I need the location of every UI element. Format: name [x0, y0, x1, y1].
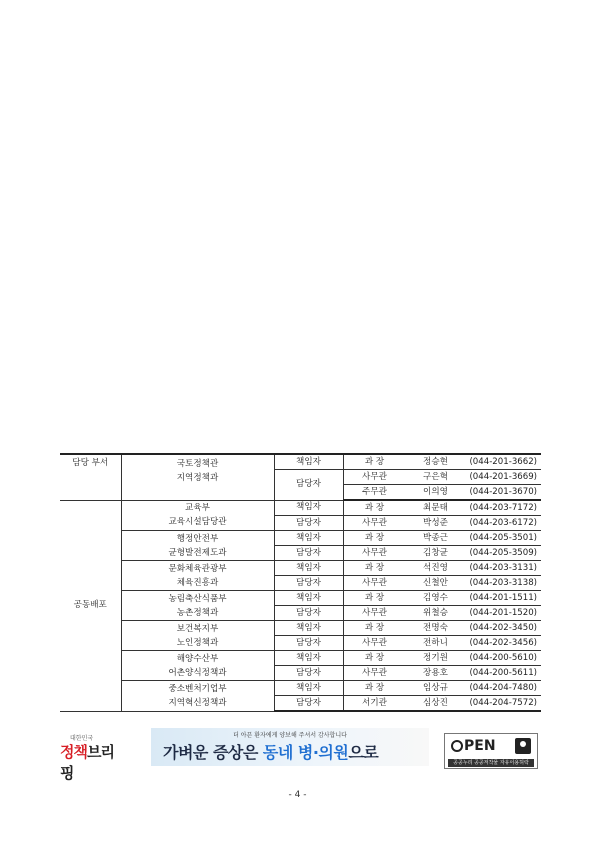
person-name: 장용호 — [423, 667, 448, 678]
department-name-line: 문화체육관광부 — [168, 563, 227, 574]
person-phone: (044-203-3131) — [469, 562, 538, 573]
person-name: 구은혁 — [423, 471, 448, 482]
person-line — [344, 516, 542, 530]
person-cell — [343, 666, 541, 681]
person-title: 서기관 — [362, 697, 387, 708]
person-phone: (044-203-3138) — [469, 577, 538, 588]
contact-table-wrapper — [60, 453, 541, 712]
person-line — [344, 651, 542, 665]
attribution-icon — [515, 738, 531, 754]
department-cell — [121, 681, 274, 712]
person-phone: (044-201-3662) — [469, 456, 538, 467]
person-title: 사무관 — [362, 547, 387, 558]
person-line — [344, 470, 542, 484]
person-title: 과 장 — [364, 682, 385, 693]
logo-text-red: 정책 — [60, 743, 87, 761]
person-cell — [343, 500, 541, 516]
department-name-line: 어촌양식정책과 — [168, 667, 227, 678]
person-line — [344, 636, 542, 650]
person-name: 정승현 — [423, 456, 448, 467]
person-line — [344, 501, 542, 515]
role-cell: 담당자 — [274, 546, 343, 561]
person-cell — [343, 485, 541, 501]
person-phone: (044-205-3509) — [469, 547, 538, 558]
role-cell: 책임자 — [274, 591, 343, 606]
department-name-line: 균형발전제도과 — [168, 547, 227, 558]
person-cell — [343, 546, 541, 561]
department-cell — [121, 621, 274, 651]
campaign-banner[interactable] — [151, 728, 429, 766]
department-cell — [121, 500, 274, 531]
person-line — [344, 576, 542, 590]
person-title: 과 장 — [364, 622, 385, 633]
person-cell — [343, 651, 541, 666]
person-title: 사무관 — [362, 607, 387, 618]
role-cell: 책임자 — [274, 651, 343, 666]
table-row — [60, 651, 541, 666]
person-title: 과 장 — [364, 652, 385, 663]
person-title: 사무관 — [362, 577, 387, 588]
person-title: 과 장 — [364, 562, 385, 573]
role-cell: 담당자 — [274, 470, 343, 501]
logo-small-text: 대한민국 — [70, 735, 94, 742]
department-name-line: 행정안전부 — [176, 533, 219, 544]
open-circle-icon — [451, 740, 463, 752]
person-cell — [343, 561, 541, 576]
department-name-line: 보건복지부 — [176, 623, 219, 634]
role-cell: 담당자 — [274, 516, 343, 531]
person-cell — [343, 591, 541, 606]
person-name: 전명숙 — [423, 622, 448, 633]
label-joint-distribution: 공동배포 — [60, 500, 121, 711]
department-name-line: 교육시설담당관 — [168, 517, 227, 528]
person-name: 박종근 — [423, 532, 448, 543]
role-cell: 책임자 — [274, 531, 343, 546]
contact-table — [60, 453, 541, 712]
department-name-line: 지역정책과 — [176, 473, 219, 483]
person-name: 김영수 — [423, 592, 448, 603]
person-title: 사무관 — [362, 471, 387, 482]
person-cell — [343, 516, 541, 531]
person-phone: (044-201-1520) — [469, 607, 538, 618]
department-name-line: 국토정책관 — [176, 459, 219, 469]
role-cell: 담당자 — [274, 666, 343, 681]
footer-banner-area — [60, 728, 536, 782]
table-row — [60, 500, 541, 516]
person-line — [344, 591, 542, 605]
person-phone: (044-204-7480) — [469, 682, 538, 693]
person-line — [344, 696, 542, 710]
person-phone: (044-201-1511) — [469, 592, 538, 603]
person-name: 위철승 — [423, 607, 448, 618]
person-phone: (044-200-5610) — [469, 652, 538, 663]
open-word: PEN — [464, 738, 496, 754]
department-name-line: 농촌정책과 — [176, 607, 219, 618]
open-caption: 공공누리 공공저작물 자유이용허락 — [448, 759, 534, 767]
person-phone: (044-201-3669) — [469, 471, 538, 482]
department-cell — [121, 561, 274, 591]
department-name-line: 농림축산식품부 — [168, 593, 227, 604]
department-name-line: 체육진흥과 — [176, 577, 219, 588]
person-name: 김창균 — [423, 547, 448, 558]
person-line — [344, 606, 542, 620]
person-cell — [343, 454, 541, 470]
person-name: 신철안 — [423, 577, 448, 588]
person-cell — [343, 636, 541, 651]
role-cell: 책임자 — [274, 621, 343, 636]
department-name-line: 교육부 — [185, 503, 210, 514]
person-title: 주무관 — [362, 486, 387, 497]
person-cell — [343, 470, 541, 485]
person-name: 석진영 — [423, 562, 448, 573]
person-line — [344, 561, 542, 575]
person-name: 박성준 — [423, 517, 448, 528]
person-phone: (044-202-3456) — [469, 637, 538, 648]
logo-text-rest: 브리핑 — [60, 743, 114, 782]
person-phone: (044-202-3450) — [469, 622, 538, 633]
person-cell — [343, 696, 541, 712]
person-title: 사무관 — [362, 637, 387, 648]
role-cell: 책임자 — [274, 561, 343, 576]
person-name: 이의영 — [423, 486, 448, 497]
person-name: 최문태 — [423, 502, 448, 513]
person-title: 사무관 — [362, 667, 387, 678]
table-row — [60, 531, 541, 546]
person-line — [344, 681, 542, 695]
person-title: 과 장 — [364, 532, 385, 543]
department-name-line: 해양수산부 — [176, 653, 219, 664]
department-name-line: 중소벤처기업부 — [168, 683, 227, 694]
kogl-open-badge[interactable] — [444, 733, 538, 769]
department-cell — [121, 454, 274, 500]
role-cell: 담당자 — [274, 606, 343, 621]
person-line — [344, 485, 542, 499]
banner-headline — [163, 740, 378, 763]
label-dept-in-charge: 담당 부서 — [60, 454, 121, 500]
person-name: 임상규 — [423, 682, 448, 693]
role-cell: 담당자 — [274, 576, 343, 591]
person-title: 사무관 — [362, 517, 387, 528]
person-line — [344, 546, 542, 560]
person-name: 정기원 — [423, 652, 448, 663]
person-phone: (044-204-7572) — [469, 697, 538, 708]
table-row — [60, 681, 541, 696]
person-cell — [343, 531, 541, 546]
person-name: 심상진 — [423, 697, 448, 708]
role-cell: 담당자 — [274, 636, 343, 651]
person-line — [344, 666, 542, 680]
person-title: 과 장 — [364, 502, 385, 513]
person-cell — [343, 621, 541, 636]
logo-text — [60, 741, 122, 783]
table-row — [60, 454, 541, 470]
department-name-line: 노인정책과 — [176, 637, 219, 648]
banner-headline-c: 으로 — [348, 743, 379, 762]
banner-headline-highlight: 동네 병·의원 — [262, 743, 349, 762]
person-phone: (044-203-7172) — [469, 502, 538, 513]
page-number: - 4 - — [288, 790, 307, 800]
banner-subtitle: 더 아픈 환자에게 양보해 주셔서 감사합니다 — [233, 732, 347, 739]
person-title: 과 장 — [364, 592, 385, 603]
table-row — [60, 621, 541, 636]
person-title: 과 장 — [364, 456, 385, 467]
person-phone: (044-205-3501) — [469, 532, 538, 543]
role-cell: 책임자 — [274, 681, 343, 696]
role-cell: 책임자 — [274, 500, 343, 516]
department-name-line: 지역혁신정책과 — [168, 697, 227, 708]
role-cell: 담당자 — [274, 696, 343, 712]
department-cell — [121, 651, 274, 681]
person-phone: (044-201-3670) — [469, 486, 538, 497]
table-row — [60, 561, 541, 576]
person-name: 전하니 — [423, 637, 448, 648]
department-cell — [121, 591, 274, 621]
person-line — [344, 455, 542, 469]
person-cell — [343, 606, 541, 621]
person-cell — [343, 681, 541, 696]
person-cell — [343, 576, 541, 591]
role-cell: 책임자 — [274, 454, 343, 470]
person-line — [344, 621, 542, 635]
person-phone: (044-203-6172) — [469, 517, 538, 528]
banner-headline-a: 가벼운 증상은 — [163, 743, 263, 762]
policy-briefing-logo[interactable] — [60, 733, 122, 782]
person-line — [344, 531, 542, 545]
department-cell — [121, 531, 274, 561]
table-row — [60, 591, 541, 606]
person-phone: (044-200-5611) — [469, 667, 538, 678]
